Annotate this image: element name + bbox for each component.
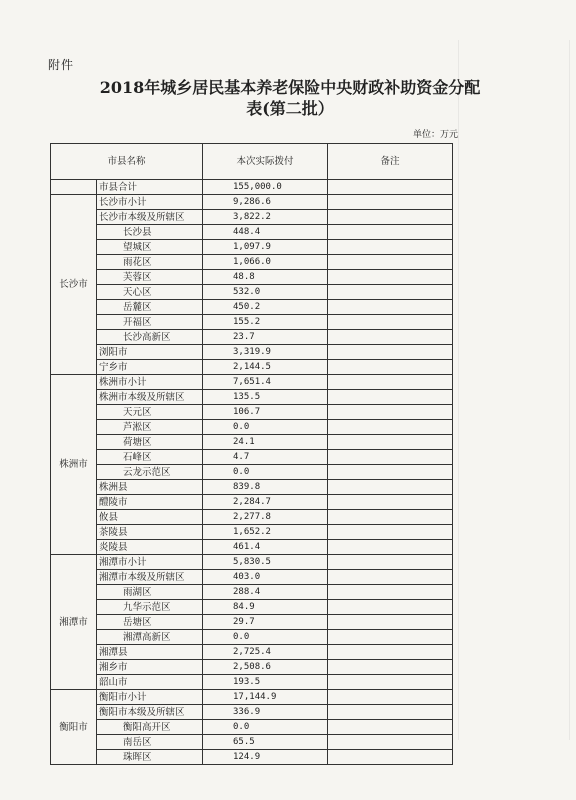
area-name: 荷塘区 — [97, 435, 203, 450]
table-row — [51, 510, 453, 525]
amount-value: 29.7 — [203, 615, 328, 630]
note-cell — [328, 690, 453, 705]
note-cell — [328, 480, 453, 495]
table-row — [51, 720, 453, 735]
city-name: 株洲市 — [51, 375, 97, 555]
total-row — [51, 180, 453, 195]
table-row — [51, 225, 453, 240]
table-row — [51, 480, 453, 495]
note-cell — [328, 525, 453, 540]
area-name: 芙蓉区 — [97, 270, 203, 285]
area-name: 韶山市 — [97, 675, 203, 690]
table-row — [51, 390, 453, 405]
amount-value: 403.0 — [203, 570, 328, 585]
area-name: 株洲县 — [97, 480, 203, 495]
table-row — [51, 615, 453, 630]
note-cell — [328, 435, 453, 450]
table-row — [51, 570, 453, 585]
note-cell — [328, 450, 453, 465]
table-row — [51, 705, 453, 720]
allocation-table — [50, 143, 453, 765]
note-cell — [328, 240, 453, 255]
area-name: 炎陵县 — [97, 540, 203, 555]
table-row — [51, 525, 453, 540]
table-row — [51, 300, 453, 315]
note-cell — [328, 555, 453, 570]
area-name: 株洲市小计 — [97, 375, 203, 390]
total-note — [328, 180, 453, 195]
area-name: 衡阳市小计 — [97, 690, 203, 705]
table-row — [51, 330, 453, 345]
amount-value: 65.5 — [203, 735, 328, 750]
amount-value: 448.4 — [203, 225, 328, 240]
attachment-label: 附件 — [48, 58, 75, 72]
total-name: 市县合计 — [97, 180, 203, 195]
note-cell — [328, 270, 453, 285]
table-row — [51, 270, 453, 285]
amount-value: 135.5 — [203, 390, 328, 405]
note-cell — [328, 315, 453, 330]
area-name: 浏阳市 — [97, 345, 203, 360]
note-cell — [328, 345, 453, 360]
table-row — [51, 540, 453, 555]
table-row — [51, 405, 453, 420]
note-cell — [328, 630, 453, 645]
amount-value: 17,144.9 — [203, 690, 328, 705]
table-row — [51, 690, 453, 705]
amount-value: 124.9 — [203, 750, 328, 765]
amount-value: 336.9 — [203, 705, 328, 720]
note-cell — [328, 615, 453, 630]
table-row — [51, 450, 453, 465]
bleed-through-shadow — [458, 40, 570, 740]
note-cell — [328, 675, 453, 690]
table-row — [51, 750, 453, 765]
table-row — [51, 660, 453, 675]
amount-value: 1,066.0 — [203, 255, 328, 270]
amount-value: 2,508.6 — [203, 660, 328, 675]
note-cell — [328, 420, 453, 435]
amount-value: 106.7 — [203, 405, 328, 420]
amount-value: 1,097.9 — [203, 240, 328, 255]
amount-value: 193.5 — [203, 675, 328, 690]
city-name: 长沙市 — [51, 195, 97, 375]
area-name: 衡阳高开区 — [97, 720, 203, 735]
total-city-cell — [51, 180, 97, 195]
table-row — [51, 600, 453, 615]
amount-value: 4.7 — [203, 450, 328, 465]
note-cell — [328, 735, 453, 750]
amount-value: 48.8 — [203, 270, 328, 285]
amount-value: 7,651.4 — [203, 375, 328, 390]
note-cell — [328, 570, 453, 585]
note-cell — [328, 225, 453, 240]
note-cell — [328, 405, 453, 420]
area-name: 芦淞区 — [97, 420, 203, 435]
note-cell — [328, 585, 453, 600]
table-row — [51, 555, 453, 570]
area-name: 攸县 — [97, 510, 203, 525]
note-cell — [328, 495, 453, 510]
amount-value: 461.4 — [203, 540, 328, 555]
area-name: 醴陵市 — [97, 495, 203, 510]
amount-value: 288.4 — [203, 585, 328, 600]
note-cell — [328, 465, 453, 480]
table-row — [51, 285, 453, 300]
note-cell — [328, 360, 453, 375]
amount-value: 2,284.7 — [203, 495, 328, 510]
note-cell — [328, 390, 453, 405]
note-cell — [328, 300, 453, 315]
amount-value: 23.7 — [203, 330, 328, 345]
amount-value: 2,277.8 — [203, 510, 328, 525]
note-cell — [328, 750, 453, 765]
area-name: 天心区 — [97, 285, 203, 300]
note-cell — [328, 510, 453, 525]
amount-value: 3,319.9 — [203, 345, 328, 360]
table-row — [51, 435, 453, 450]
table-row — [51, 375, 453, 390]
header-amount: 本次实际拨付 — [203, 144, 328, 180]
area-name: 珠晖区 — [97, 750, 203, 765]
note-cell — [328, 645, 453, 660]
table-row — [51, 210, 453, 225]
amount-value: 1,652.2 — [203, 525, 328, 540]
amount-value: 450.2 — [203, 300, 328, 315]
note-cell — [328, 255, 453, 270]
table-row — [51, 360, 453, 375]
table-row — [51, 420, 453, 435]
city-name: 衡阳市 — [51, 690, 97, 765]
amount-value: 0.0 — [203, 630, 328, 645]
area-name: 岳麓区 — [97, 300, 203, 315]
total-amount: 155,000.0 — [203, 180, 328, 195]
amount-value: 839.8 — [203, 480, 328, 495]
table-row — [51, 735, 453, 750]
note-cell — [328, 375, 453, 390]
amount-value: 2,725.4 — [203, 645, 328, 660]
amount-value: 2,144.5 — [203, 360, 328, 375]
amount-value: 9,286.6 — [203, 195, 328, 210]
area-name: 长沙市本级及所辖区 — [97, 210, 203, 225]
amount-value: 0.0 — [203, 465, 328, 480]
area-name: 南岳区 — [97, 735, 203, 750]
area-name: 云龙示范区 — [97, 465, 203, 480]
document-title-line-2: 表(第二批） — [246, 99, 334, 118]
note-cell — [328, 660, 453, 675]
unit-label: 单位：万元 — [412, 130, 458, 140]
amount-value: 0.0 — [203, 720, 328, 735]
note-cell — [328, 720, 453, 735]
area-name: 长沙高新区 — [97, 330, 203, 345]
header-name: 市县名称 — [51, 144, 203, 180]
table-row — [51, 255, 453, 270]
area-name: 湘潭高新区 — [97, 630, 203, 645]
area-name: 湘潭市小计 — [97, 555, 203, 570]
area-name: 长沙市小计 — [97, 195, 203, 210]
area-name: 雨湖区 — [97, 585, 203, 600]
amount-value: 24.1 — [203, 435, 328, 450]
table-row — [51, 585, 453, 600]
amount-value: 84.9 — [203, 600, 328, 615]
note-cell — [328, 540, 453, 555]
area-name: 湘乡市 — [97, 660, 203, 675]
table-row — [51, 240, 453, 255]
amount-value: 155.2 — [203, 315, 328, 330]
area-name: 天元区 — [97, 405, 203, 420]
table-row — [51, 315, 453, 330]
table-row — [51, 630, 453, 645]
area-name: 湘潭县 — [97, 645, 203, 660]
note-cell — [328, 705, 453, 720]
amount-value: 0.0 — [203, 420, 328, 435]
note-cell — [328, 195, 453, 210]
table-header-row — [51, 144, 453, 180]
area-name: 株洲市本级及所辖区 — [97, 390, 203, 405]
document-title-line-1: 2018年城乡居民基本养老保险中央财政补助资金分配 — [99, 78, 481, 97]
area-name: 衡阳市本级及所辖区 — [97, 705, 203, 720]
area-name: 宁乡市 — [97, 360, 203, 375]
note-cell — [328, 330, 453, 345]
table-row — [51, 465, 453, 480]
area-name: 岳塘区 — [97, 615, 203, 630]
area-name: 石峰区 — [97, 450, 203, 465]
amount-value: 3,822.2 — [203, 210, 328, 225]
table-row — [51, 645, 453, 660]
header-note: 备注 — [328, 144, 453, 180]
area-name: 茶陵县 — [97, 525, 203, 540]
table-row — [51, 495, 453, 510]
city-name: 湘潭市 — [51, 555, 97, 690]
note-cell — [328, 600, 453, 615]
amount-value: 5,830.5 — [203, 555, 328, 570]
area-name: 雨花区 — [97, 255, 203, 270]
note-cell — [328, 285, 453, 300]
table-row — [51, 675, 453, 690]
area-name: 开福区 — [97, 315, 203, 330]
table-row — [51, 195, 453, 210]
table-row — [51, 345, 453, 360]
area-name: 望城区 — [97, 240, 203, 255]
amount-value: 532.0 — [203, 285, 328, 300]
note-cell — [328, 210, 453, 225]
area-name: 湘潭市本级及所辖区 — [97, 570, 203, 585]
area-name: 长沙县 — [97, 225, 203, 240]
area-name: 九华示范区 — [97, 600, 203, 615]
